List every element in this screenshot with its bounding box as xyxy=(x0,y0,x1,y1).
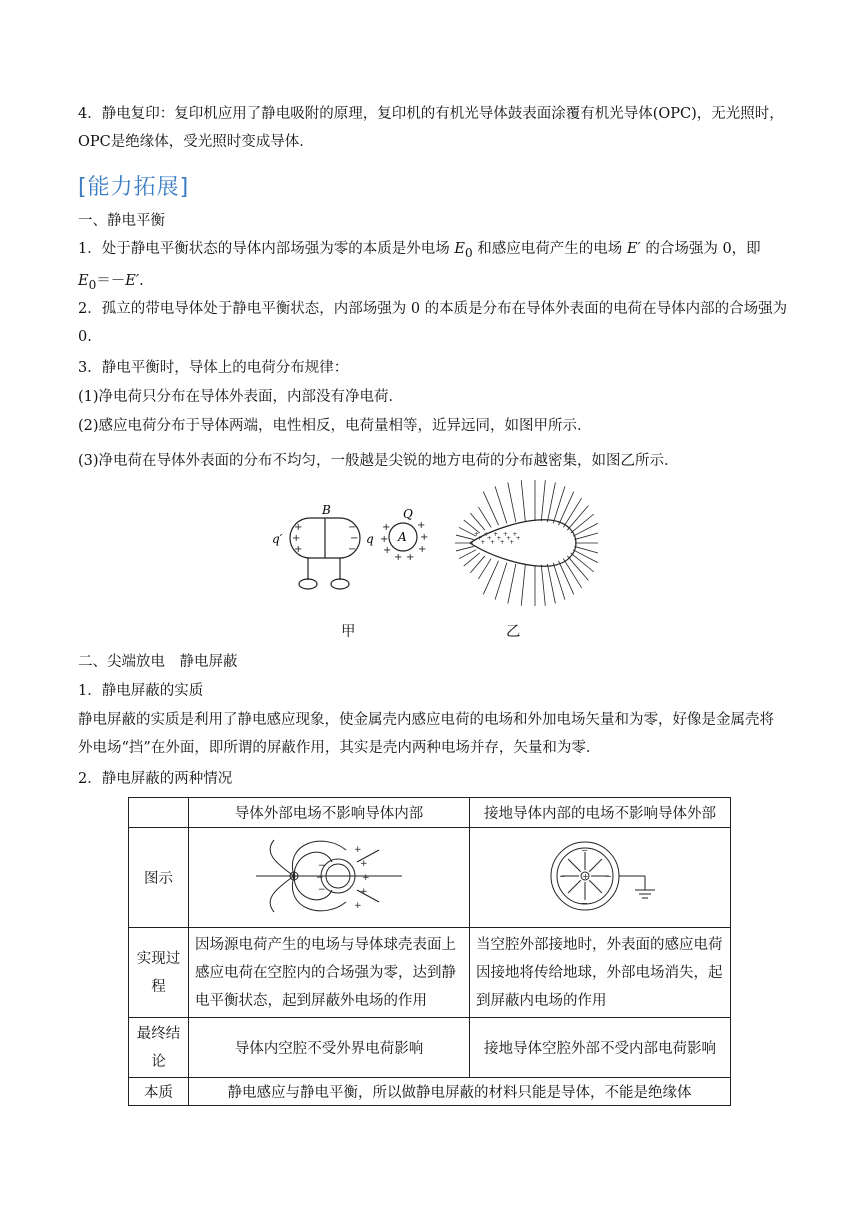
field-line xyxy=(541,480,545,521)
svg-text:+: + xyxy=(418,544,427,555)
surface-charge: + xyxy=(493,531,499,538)
row-label-process: 实现过程 xyxy=(129,928,189,1018)
field-line xyxy=(563,559,581,588)
field-line xyxy=(508,483,516,523)
process-text-grounded: 当空腔外部接地时，外表面的感应电荷因接地将传给地球，外部电场消失，起到屏蔽内电场的作用 xyxy=(470,928,731,1018)
section-heading: [能力拓展] xyxy=(78,175,190,200)
eprime-symbol: E′ xyxy=(626,241,641,257)
table-row-figure xyxy=(129,828,731,928)
e0-subscript: 0 xyxy=(464,245,473,260)
item-1-1 xyxy=(78,235,788,299)
field-line xyxy=(495,486,507,523)
field-line xyxy=(553,563,565,600)
label-q-prime: q′ xyxy=(272,532,283,546)
field-line xyxy=(559,561,574,595)
external-field-diagram xyxy=(254,832,404,920)
e0-symbol xyxy=(454,241,465,257)
inner-field-line xyxy=(568,859,581,872)
inner-field-line xyxy=(589,859,602,872)
svg-text:−: − xyxy=(348,544,357,555)
surface-charge: + xyxy=(506,535,512,542)
table-row-conclusion xyxy=(129,1018,731,1078)
e0-subscript-2: 0 xyxy=(88,277,97,292)
item-1-1-text-d: ＝－ xyxy=(96,272,126,289)
item-1-3-2: (2)感应电荷分布于导体两端，电性相反，电荷量相等，近异远同，如图甲所示． xyxy=(78,418,592,434)
field-line xyxy=(571,514,594,533)
caption-yi: 乙 xyxy=(506,624,521,640)
paragraph-4: 4．静电复印：复印机应用了静电吸附的原理，复印机的有机光导体鼓表面涂覆有机光导体(OPC)，无光照时，OPC是绝缘体，受光照时变成导体． xyxy=(78,106,784,150)
field-line xyxy=(456,546,474,551)
section-2-title: 二、尖端放电 静电屏蔽 xyxy=(78,654,238,670)
table-row-process xyxy=(129,928,731,1018)
conclusion-text-external: 导体内空腔不受外界电荷影响 xyxy=(189,1018,470,1078)
surface-charge: + xyxy=(509,539,515,546)
svg-text:+: + xyxy=(380,534,389,545)
surface-charge: + xyxy=(496,535,502,542)
surface-charge: + xyxy=(490,539,496,546)
item-2-1: 1．静电屏蔽的实质 xyxy=(78,683,204,699)
label-big-q: Q xyxy=(403,507,413,521)
label-b: B xyxy=(322,503,331,517)
svg-text:+: + xyxy=(360,858,368,869)
label-q: q xyxy=(366,532,374,546)
grounded-shell-diagram xyxy=(535,832,665,920)
row-label-conclusion: 最终结论 xyxy=(129,1018,189,1078)
inner-field-line xyxy=(568,880,581,893)
svg-text:+: + xyxy=(354,900,362,911)
field-line xyxy=(495,563,507,600)
field-line xyxy=(547,564,555,604)
field-line xyxy=(521,480,525,521)
surface-charge: + xyxy=(515,535,521,542)
essence-text: 静电感应与静电平衡，所以做静电屏蔽的材料只能是导体，不能是绝缘体 xyxy=(189,1078,731,1106)
surface-charge: + xyxy=(477,535,483,542)
svg-text:−: − xyxy=(318,860,326,871)
svg-text:−: − xyxy=(581,898,588,908)
svg-text:−: − xyxy=(605,871,612,881)
svg-text:+: + xyxy=(383,545,392,556)
field-line xyxy=(567,556,588,580)
surface-charge: + xyxy=(512,531,518,538)
field-line xyxy=(563,498,581,527)
field-line xyxy=(483,561,498,595)
item-1-1-text-b: 和感应电荷产生的电场 xyxy=(472,241,627,257)
field-line xyxy=(508,564,516,604)
svg-text:+: + xyxy=(362,872,370,883)
svg-text:+: + xyxy=(382,522,391,533)
field-line xyxy=(541,565,545,606)
svg-text:+: + xyxy=(420,532,429,543)
svg-text:−: − xyxy=(316,872,324,883)
figure-yi xyxy=(440,478,600,608)
field-line xyxy=(456,535,474,540)
row-label-figure: 图示 xyxy=(129,828,189,928)
svg-text:+: + xyxy=(354,844,362,855)
svg-text:+: + xyxy=(360,886,368,897)
field-line xyxy=(567,506,588,530)
e0-letter: E xyxy=(454,241,465,257)
e0-letter-2: E xyxy=(78,272,89,289)
field-line xyxy=(553,486,565,523)
caption-jia: 甲 xyxy=(341,624,356,640)
svg-text:+: + xyxy=(291,871,299,882)
e0-symbol-2 xyxy=(78,273,89,289)
label-a: A xyxy=(398,530,407,544)
svg-text:+: + xyxy=(406,552,415,563)
eprime-symbol-2: E′. xyxy=(125,272,144,289)
svg-text:+: + xyxy=(417,520,426,531)
svg-text:+: + xyxy=(294,544,303,555)
svg-text:−: − xyxy=(348,522,357,533)
surface-charge: + xyxy=(486,535,492,542)
svg-text:−: − xyxy=(559,871,566,881)
item-1-3-3: (3)净电荷在导体外表面的分布不均匀，一般越是尖锐的地方电荷的分布越密集，如图乙所示． xyxy=(78,453,679,469)
field-line xyxy=(483,492,498,526)
process-text-external: 因场源电荷产生的电场与导体球壳表面上感应电荷在空腔内的合场强为零，达到静电平衡状态，起到屏蔽外电场的作用 xyxy=(189,928,470,1018)
svg-text:+: + xyxy=(394,552,403,563)
svg-text:+: + xyxy=(292,533,301,544)
row-label-essence: 本质 xyxy=(129,1078,189,1106)
item-2-2: 2．静电屏蔽的两种情况 xyxy=(78,771,233,787)
svg-text:−: − xyxy=(318,884,326,895)
svg-text:−: − xyxy=(581,845,588,855)
item-1-3-1: (1)净电荷只分布在导体外表面，内部没有净电荷． xyxy=(78,389,404,405)
comparison-table xyxy=(128,797,731,1106)
figure-jia xyxy=(270,500,440,600)
figure-cell-grounded xyxy=(470,828,731,928)
surface-charge: + xyxy=(502,531,508,538)
table-corner-cell xyxy=(129,798,189,828)
table-header-col1: 导体外部电场不影响导体内部 xyxy=(189,798,470,828)
surface-charge: + xyxy=(483,531,489,538)
svg-text:+: + xyxy=(294,522,303,533)
field-line xyxy=(559,492,574,526)
table-header-row xyxy=(129,798,731,828)
svg-text:+: + xyxy=(582,871,589,881)
surface-charge: + xyxy=(480,539,486,546)
field-line xyxy=(521,565,525,606)
svg-text:−: − xyxy=(350,533,359,544)
field-line xyxy=(459,550,476,559)
table-header-col2: 接地导体内部的电场不影响导体外部 xyxy=(470,798,731,828)
surface-charge: + xyxy=(474,531,480,538)
inner-field-line xyxy=(589,880,602,893)
table-row-essence xyxy=(129,1078,731,1106)
item-2-1-text: 静电屏蔽的实质是利用了静电感应现象，使金属壳内感应电荷的电场和外加电场矢量和为零，好像是金属壳将外电场“挡”在外面，即所谓的屏蔽作用，其实是壳内两种电场并存，矢量和为零． xyxy=(78,712,774,756)
surface-charge: + xyxy=(499,539,505,546)
section-1-title: 一、静电平衡 xyxy=(78,213,165,229)
field-line xyxy=(571,553,594,572)
conclusion-text-grounded: 接地导体空腔外部不受内部电荷影响 xyxy=(470,1018,731,1078)
item-1-1-text-a: 1．处于静电平衡状态的导体内部场强为零的本质是外电场 xyxy=(78,241,455,257)
item-1-3: 3．静电平衡时，导体上的电荷分布规律： xyxy=(78,360,349,376)
figure-cell-external xyxy=(189,828,470,928)
item-1-2: 2．孤立的带电导体处于静电平衡状态，内部场强为 0 的本质是分布在导体外表面的电荷在导体内部的合场强为 0. xyxy=(78,301,788,345)
item-1-1-text-c: 的合场强为 0，即 xyxy=(640,241,761,257)
field-line xyxy=(547,483,555,523)
